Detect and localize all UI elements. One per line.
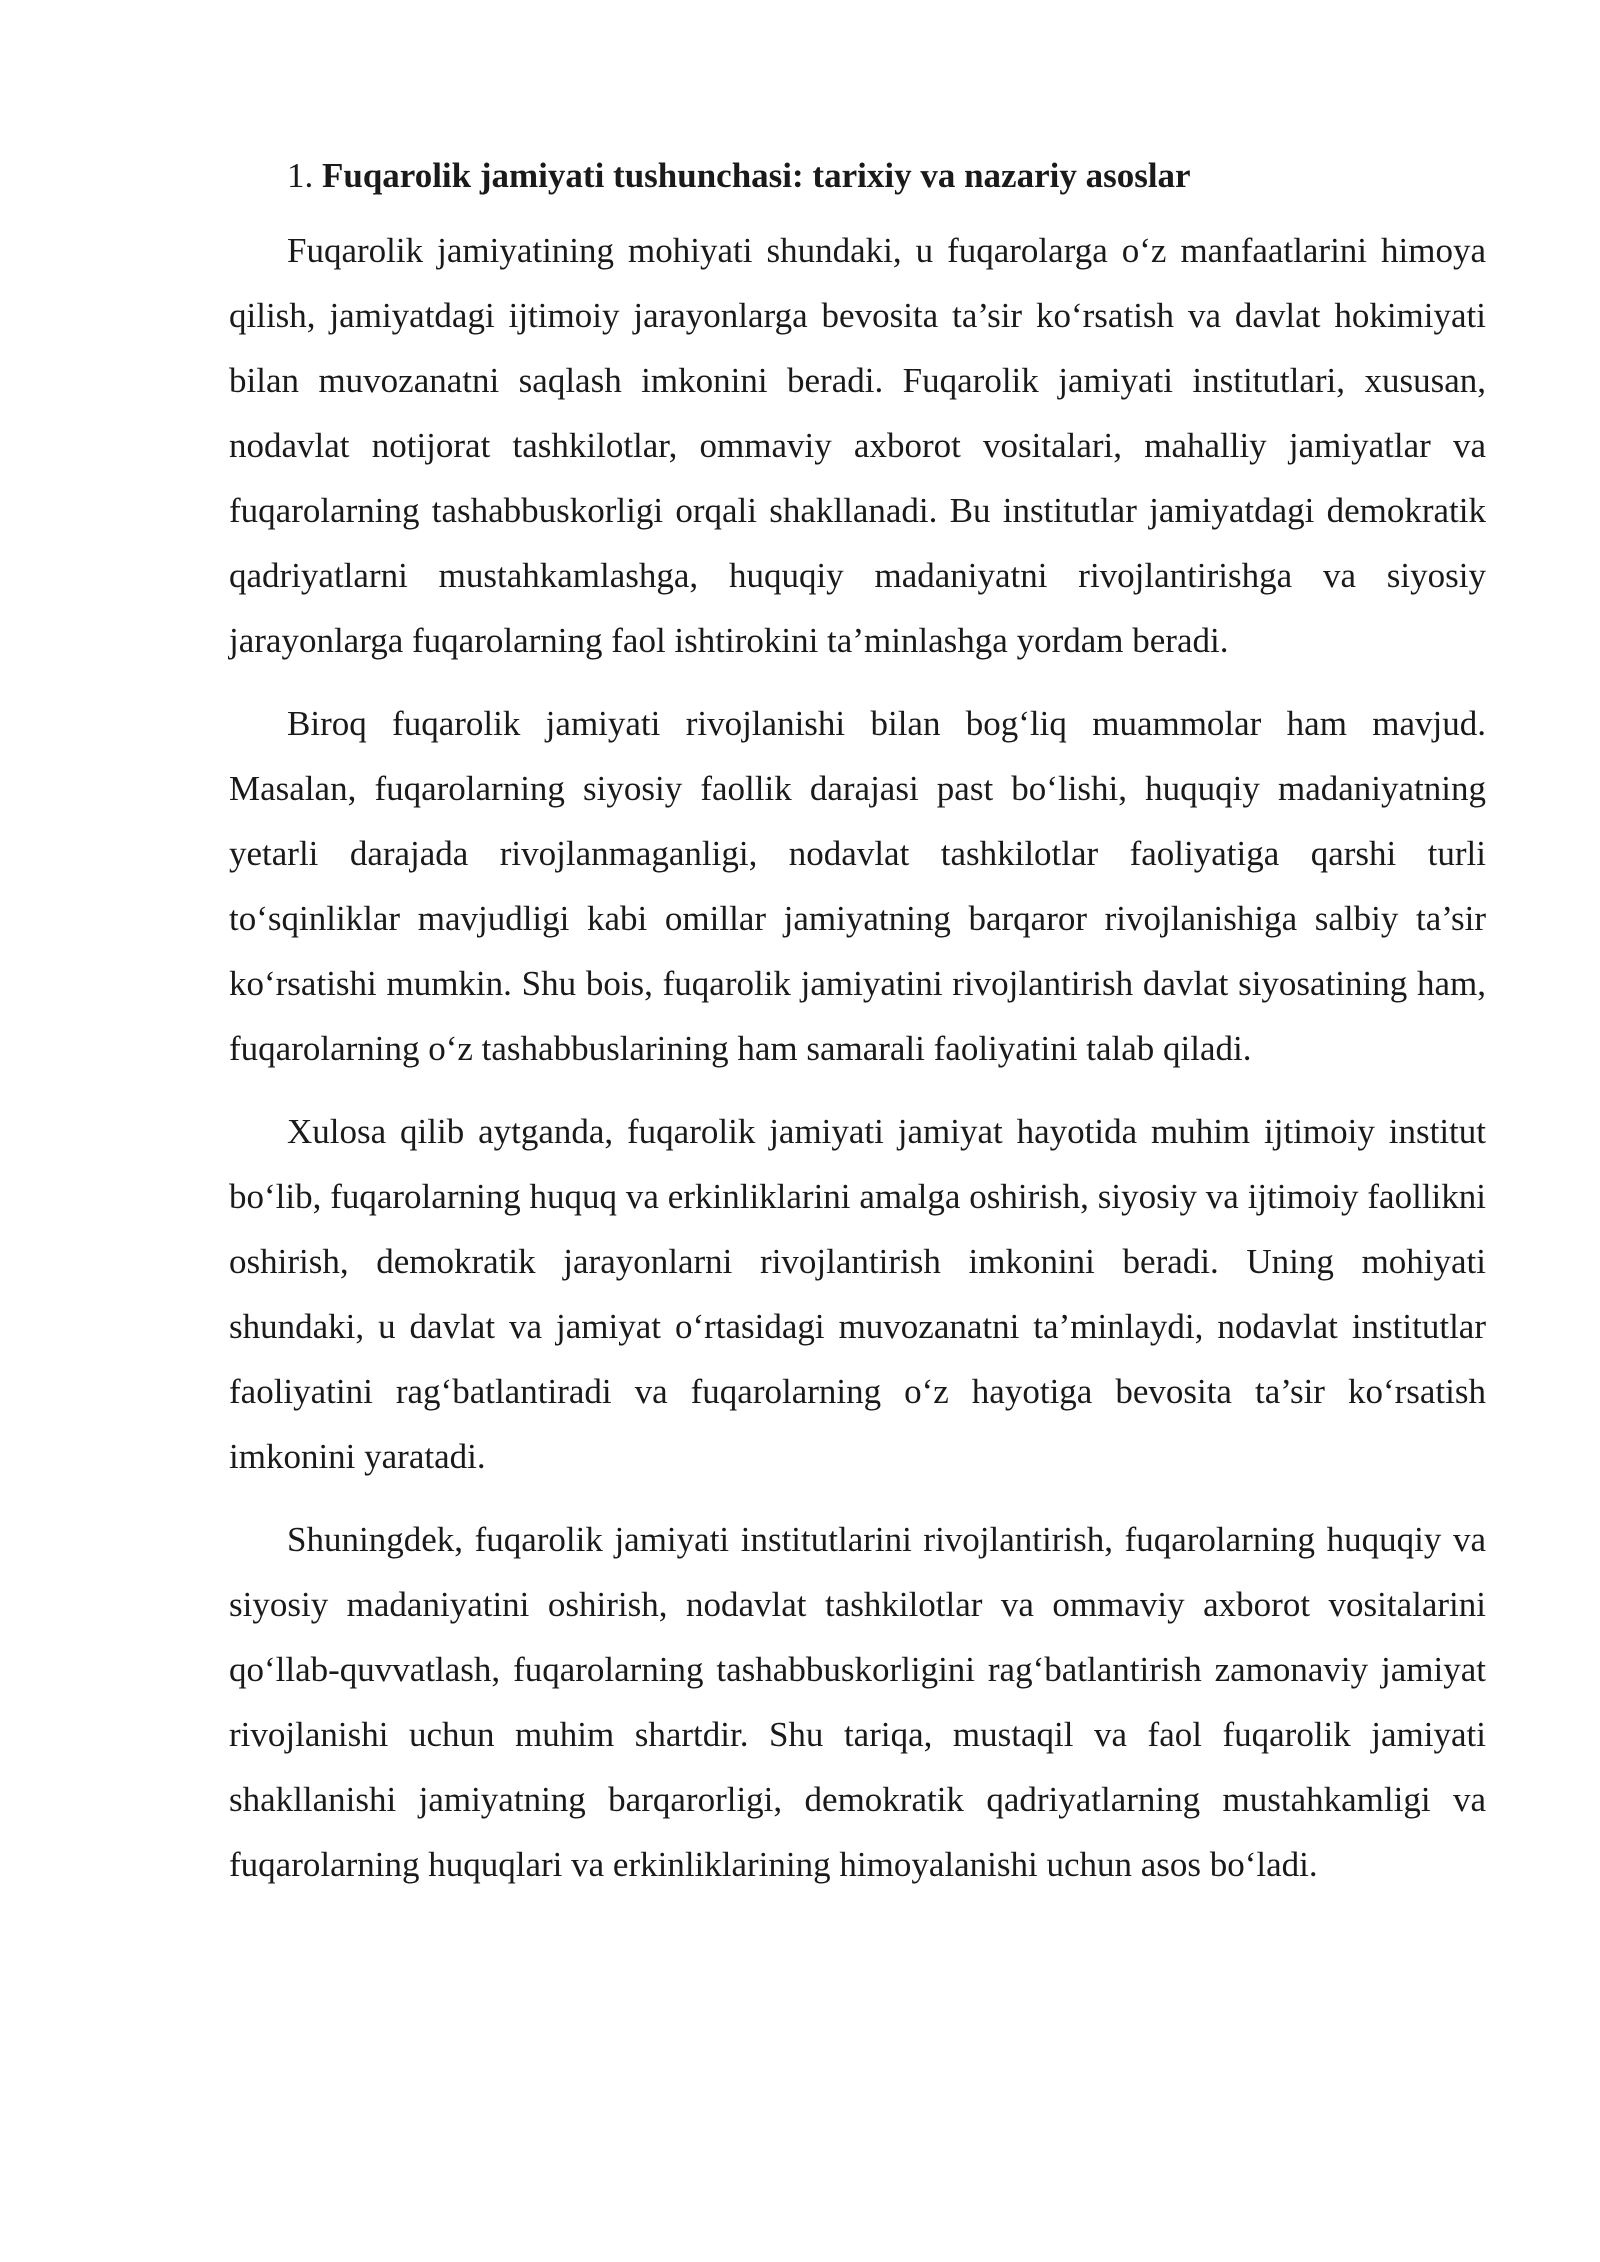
section-heading <box>229 146 1486 206</box>
paragraph-2: Biroq fuqarolik jamiyati rivojlanishi bilan bog‘liq muammolar ham mavjud. Masalan, fuqarolarning siyosiy faollik darajasi past bo‘lishi, huquqiy madaniyatning yetarli darajada rivojlanmaganligi, nodavlat tashkilotlar faoliyatiga qarshi turli to‘sqinliklar mavjudligi kabi omillar jamiyatning barqaror rivojlanishiga salbiy ta’sir ko‘rsatishi mumkin. Shu bois, fuqarolik jamiyatini rivojlantirish davlat siyosatining ham, fuqarolarning o‘z tashabbuslarining ham samarali faoliyatini talab qiladi. <box>229 704 1486 1068</box>
section-number: 1. <box>287 156 314 195</box>
section-title: Fuqarolik jamiyati tushunchasi: tarixiy va nazariy asoslar <box>322 156 1191 195</box>
page-content <box>229 146 1486 1915</box>
paragraph-4: Shuningdek, fuqarolik jamiyati institutlarini rivojlantirish, fuqarolarning huquqiy va siyosiy madaniyatini oshirish, nodavlat tashkilotlar va ommaviy axborot vositalarini qo‘llab-quvvatlash, fuqarolarning tashabbuskorligini rag‘batlantirish zamonaviy jamiyat rivojlanishi uchun muhim shartdir. Shu tariqa, mustaqil va faol fuqarolik jamiyati shakllanishi jamiyatning barqarorligi, demokratik qadriyatlarning mustahkamligi va fuqarolarning huquqlari va erkinliklarining himoyalanishi uchun asos bo‘ladi. <box>229 1520 1486 1884</box>
paragraph-3: Xulosa qilib aytganda, fuqarolik jamiyati jamiyat hayotida muhim ijtimoiy institut bo‘lib, fuqarolarning huquq va erkinliklarini amalga oshirish, siyosiy va ijtimoiy faollikni oshirish, demokratik jarayonlarni rivojlantirish imkonini beradi. Uning mohiyati shundaki, u davlat va jamiyat o‘rtasidagi muvozanatni ta’minlaydi, nodavlat institutlar faoliyatini rag‘batlantiradi va fuqarolarning o‘z hayotiga bevosita ta’sir ko‘rsatish imkonini yaratadi. <box>229 1112 1486 1476</box>
paragraph-1: Fuqarolik jamiyatining mohiyati shundaki, u fuqarolarga o‘z manfaatlarini himoya qilish, jamiyatdagi ijtimoiy jarayonlarga bevosita ta’sir ko‘rsatish va davlat hokimiyati bilan muvozanatni saqlash imkonini beradi. Fuqarolik jamiyati institutlari, xususan, nodavlat notijorat tashkilotlar, ommaviy axborot vositalari, mahalliy jamiyatlar va fuqarolarning tashabbuskorligi orqali shakllanadi. Bu institutlar jamiyatdagi demokratik qadriyatlarni mustahkamlashga, huquqiy madaniyatni rivojlantirishga va siyosiy jarayonlarga fuqarolarning faol ishtirokini ta’minlashga yordam beradi. <box>229 231 1486 660</box>
